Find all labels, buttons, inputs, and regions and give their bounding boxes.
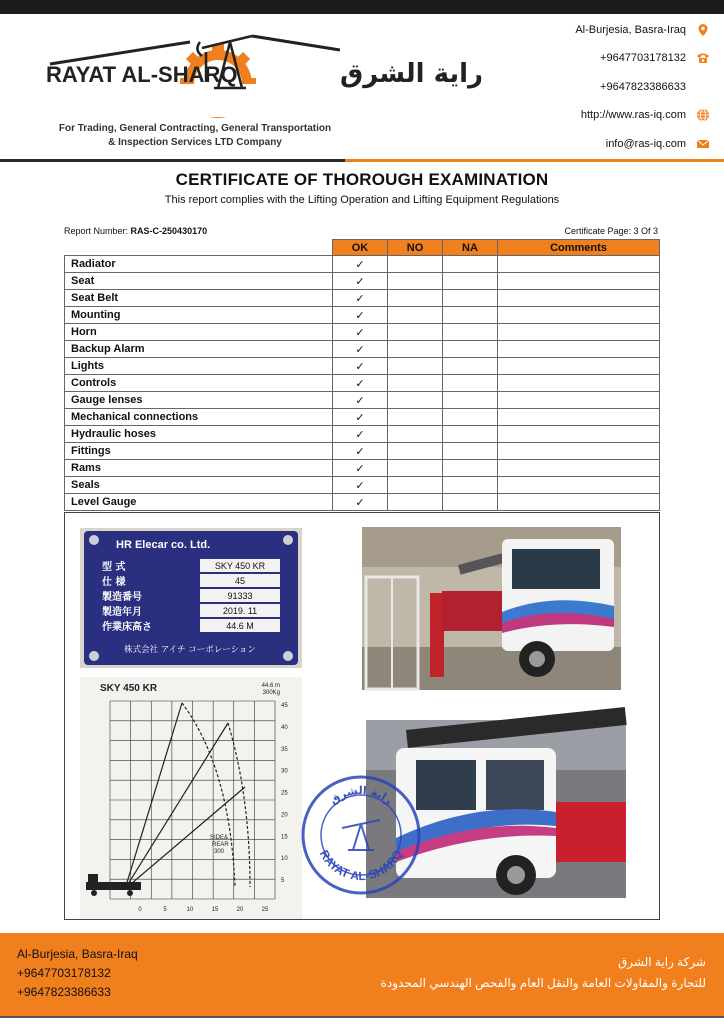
cell-comments <box>498 375 660 392</box>
screw-icon <box>89 651 99 661</box>
checkmark-icon: ✓ <box>355 326 365 339</box>
diagram-note-3: 300 <box>214 849 225 855</box>
company-logo <box>40 22 484 117</box>
cell-na <box>443 307 498 324</box>
checklist-item-label: Seals <box>65 477 333 494</box>
table-row <box>65 273 660 290</box>
cell-comments <box>498 341 660 358</box>
checklist-item-label: Lights <box>65 358 333 375</box>
cell-ok <box>333 341 388 358</box>
contact-phone-1[interactable]: +9647703178132 <box>600 51 710 65</box>
y-tick-label: 5 <box>281 878 285 884</box>
cell-no <box>388 324 443 341</box>
certificate-page: Certificate Page: 3 Of 3 <box>564 226 658 236</box>
cell-ok <box>333 426 388 443</box>
plate-label: 型 式 <box>102 562 126 573</box>
stamp-text: RAYAT AL-SHARQ <box>316 847 406 884</box>
cell-na <box>443 392 498 409</box>
cell-ok <box>333 307 388 324</box>
table-row <box>65 358 660 375</box>
checkmark-icon: ✓ <box>355 394 365 407</box>
column-header-na: NA <box>443 240 498 256</box>
table-row <box>65 392 660 409</box>
plate-value: 91333 <box>227 591 253 601</box>
diagram-model: SKY 450 KR <box>100 683 158 694</box>
plate-footer: 株式会社 アイチ コーポレーション <box>124 645 256 655</box>
plate-label: 作業床高さ <box>102 622 152 633</box>
checkmark-icon: ✓ <box>355 292 365 305</box>
table-row <box>65 290 660 307</box>
cell-comments <box>498 273 660 290</box>
checkmark-icon: ✓ <box>355 411 365 424</box>
checklist-item-label: Radiator <box>65 256 333 273</box>
cell-ok <box>333 460 388 477</box>
checklist-item-label: Gauge lenses <box>65 392 333 409</box>
x-tick-label: 0 <box>138 907 142 913</box>
plate-value: SKY 450 KR <box>214 561 266 571</box>
cell-ok <box>333 392 388 409</box>
footer-company-arabic-desc: للتجارة والمقاولات العامة والنقل العام والفحص الهندسي المحدودة <box>380 976 706 990</box>
cell-no <box>388 494 443 511</box>
cell-no <box>388 409 443 426</box>
outrigger-icon <box>430 593 444 677</box>
cell-no <box>388 256 443 273</box>
checklist-item-label: Mounting <box>65 307 333 324</box>
y-tick-label: 30 <box>281 768 288 775</box>
y-tick-label: 15 <box>281 834 288 841</box>
checklist-item-label: Level Gauge <box>65 494 333 511</box>
column-header-ok: OK <box>333 240 388 256</box>
table-header-row <box>65 240 660 256</box>
plate-value: 2019. 11 <box>222 606 258 616</box>
checklist-item-label: Backup Alarm <box>65 341 333 358</box>
cell-comments <box>498 256 660 273</box>
checkmark-icon: ✓ <box>355 275 365 288</box>
y-tick-label: 35 <box>281 746 288 753</box>
footer-address: Al-Burjesia, Basra-Iraq <box>17 947 138 961</box>
cell-ok <box>333 477 388 494</box>
cell-na <box>443 443 498 460</box>
cell-comments <box>498 477 660 494</box>
cell-ok <box>333 273 388 290</box>
checklist-item-label: Horn <box>65 324 333 341</box>
y-tick-label: 20 <box>281 812 288 819</box>
screw-icon <box>283 651 293 661</box>
cell-no <box>388 375 443 392</box>
plate-maker: HR Elecar co. Ltd. <box>116 539 211 551</box>
header-divider-orange <box>345 159 724 162</box>
cell-no <box>388 358 443 375</box>
footer-strip <box>0 1018 724 1024</box>
contact-phone-2[interactable]: +9647823386633 <box>600 81 686 93</box>
footer-company-arabic: شركة راية الشرق <box>617 955 706 969</box>
checkmark-icon: ✓ <box>355 309 365 322</box>
cell-comments <box>498 426 660 443</box>
checklist-item-label: Controls <box>65 375 333 392</box>
cell-ok <box>333 443 388 460</box>
x-tick-label: 25 <box>261 907 269 913</box>
stamp-arabic: راية الشرق <box>327 783 395 807</box>
cell-na <box>443 341 498 358</box>
cell-na <box>443 477 498 494</box>
truck-photo-side <box>362 527 621 690</box>
working-range-diagram <box>80 677 302 919</box>
checkmark-icon: ✓ <box>355 445 365 458</box>
diagram-note-2: REAR <box>212 842 229 848</box>
contact-website[interactable]: http://www.ras-iq.com <box>581 108 710 122</box>
checklist-item-label: Fittings <box>65 443 333 460</box>
cell-no <box>388 290 443 307</box>
svg-text:RAYAT AL-SHARQ <box>317 848 405 884</box>
crane-body <box>442 591 512 631</box>
location-pin-icon <box>696 23 710 37</box>
cell-na <box>443 409 498 426</box>
inspection-checklist <box>64 239 660 511</box>
column-header-no: NO <box>388 240 443 256</box>
cell-na <box>443 256 498 273</box>
cell-no <box>388 341 443 358</box>
cell-na <box>443 290 498 307</box>
cell-comments <box>498 392 660 409</box>
cell-na <box>443 324 498 341</box>
checklist-item-label: Rams <box>65 460 333 477</box>
x-tick-label: 20 <box>236 907 244 913</box>
cell-comments <box>498 307 660 324</box>
cell-comments <box>498 358 660 375</box>
cell-comments <box>498 324 660 341</box>
footer-phone-1[interactable]: +9647703178132 <box>17 966 111 980</box>
envelope-icon <box>696 137 710 151</box>
globe-icon <box>696 108 710 122</box>
cell-no <box>388 307 443 324</box>
table-row <box>65 477 660 494</box>
x-tick-label: 15 <box>211 907 219 913</box>
checkmark-icon: ✓ <box>355 258 365 271</box>
table-row <box>65 324 660 341</box>
contact-email[interactable]: info@ras-iq.com <box>606 137 710 151</box>
cell-ok <box>333 290 388 307</box>
cell-no <box>388 477 443 494</box>
svg-text:راية الشرق: راية الشرق <box>340 59 484 89</box>
diagram-height: 44.6 m <box>261 683 280 689</box>
table-row <box>65 307 660 324</box>
x-tick-label: 10 <box>186 907 194 913</box>
equipment-nameplate-photo <box>80 528 302 668</box>
checkmark-icon: ✓ <box>355 428 365 441</box>
x-tick-label: 5 <box>163 907 167 913</box>
footer-phone-2[interactable]: +9647823386633 <box>17 985 111 999</box>
cell-no <box>388 460 443 477</box>
cell-na <box>443 494 498 511</box>
y-tick-label: 10 <box>281 856 288 863</box>
plate-label: 仕 様 <box>102 577 126 588</box>
table-row <box>65 256 660 273</box>
document-title: CERTIFICATE OF THOROUGH EXAMINATION <box>175 170 549 189</box>
header-item-blank <box>65 240 333 256</box>
company-stamp <box>298 772 424 898</box>
phone-icon <box>696 51 710 65</box>
top-band <box>0 0 724 14</box>
checklist-item-label: Seat <box>65 273 333 290</box>
cell-no <box>388 443 443 460</box>
checklist-item-label: Seat Belt <box>65 290 333 307</box>
column-header-comments: Comments <box>498 240 660 256</box>
document-subtitle: This report complies with the Lifting Operation and Lifting Equipment Regulations <box>164 194 560 206</box>
cell-na <box>443 358 498 375</box>
cell-na <box>443 375 498 392</box>
cell-ok <box>333 256 388 273</box>
cell-comments <box>498 460 660 477</box>
table-row <box>65 426 660 443</box>
screw-icon <box>89 535 99 545</box>
plate-label: 製造番号 <box>102 592 142 603</box>
table-row <box>65 375 660 392</box>
diagram-load: 300Kg <box>262 690 280 696</box>
page-footer <box>0 933 724 1024</box>
company-description: For Trading, General Contracting, General Transportation <box>58 123 332 134</box>
header-divider-dark <box>0 159 345 162</box>
cell-ok <box>333 324 388 341</box>
y-tick-label: 45 <box>281 703 288 709</box>
y-tick-label: 40 <box>281 724 288 731</box>
y-tick-label: 25 <box>281 790 288 797</box>
cell-no <box>388 426 443 443</box>
report-number: Report Number: RAS-C-250430170 <box>64 226 208 236</box>
pump-jack-icon <box>342 820 380 850</box>
plate-value: 44.6 M <box>226 621 254 631</box>
svg-text:راية الشرق <box>327 784 394 807</box>
checklist-item-label: Mechanical connections <box>65 409 333 426</box>
checkmark-icon: ✓ <box>355 343 365 356</box>
screw-icon <box>283 535 293 545</box>
checkmark-icon: ✓ <box>355 462 365 475</box>
cell-ok <box>333 409 388 426</box>
cell-comments <box>498 409 660 426</box>
cell-na <box>443 460 498 477</box>
table-row <box>65 494 660 511</box>
cell-na <box>443 426 498 443</box>
table-row <box>65 460 660 477</box>
table-row <box>65 341 660 358</box>
table-row <box>65 443 660 460</box>
cell-ok <box>333 358 388 375</box>
diagram-note-1: SIDE& <box>210 835 229 841</box>
checklist-item-label: Hydraulic hoses <box>65 426 333 443</box>
cell-ok <box>333 375 388 392</box>
contact-address: Al-Burjesia, Basra-Iraq <box>575 23 710 37</box>
cell-no <box>388 273 443 290</box>
checkmark-icon: ✓ <box>355 496 365 509</box>
cell-comments <box>498 494 660 511</box>
table-row <box>65 409 660 426</box>
crane-body <box>556 802 626 862</box>
cell-ok <box>333 494 388 511</box>
cell-no <box>388 392 443 409</box>
cell-comments <box>498 290 660 307</box>
svg-text:RAYAT AL-SHARQ: RAYAT AL-SHARQ <box>46 62 238 87</box>
cell-comments <box>498 443 660 460</box>
plate-label: 製造年月 <box>102 607 142 618</box>
cell-na <box>443 273 498 290</box>
company-description-2: & Inspection Services LTD Company <box>108 137 282 148</box>
checkmark-icon: ✓ <box>355 479 365 492</box>
checkmark-icon: ✓ <box>355 360 365 373</box>
plate-value: 45 <box>234 576 246 586</box>
checkmark-icon: ✓ <box>355 377 365 390</box>
